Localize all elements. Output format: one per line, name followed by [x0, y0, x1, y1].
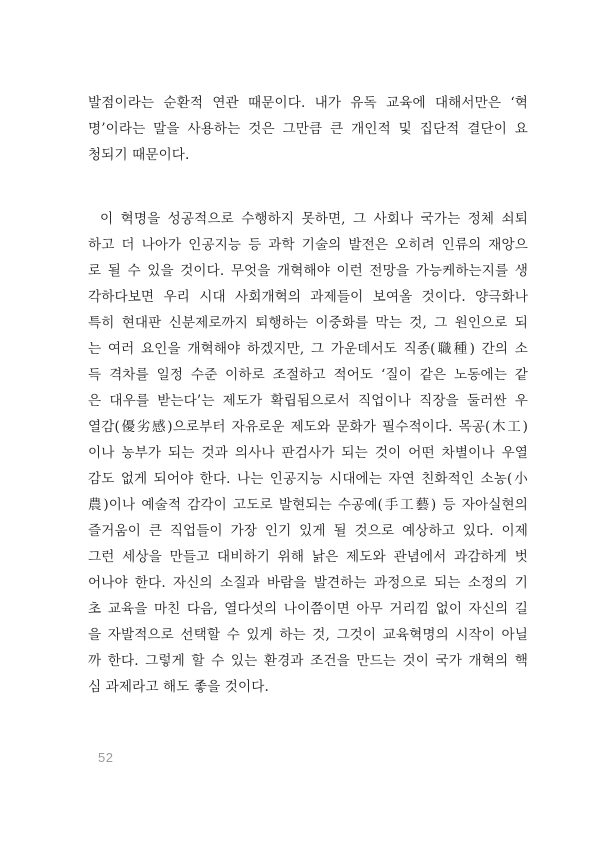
paragraph-1 [88, 90, 528, 168]
text-line: 이나 농부가 되는 것과 의사나 판검사가 되는 것이 어떤 차별이나 우열 [88, 445, 528, 461]
text-line: 심 과제라고 해도 좋을 것이다. [88, 679, 269, 695]
text-line: 을 자발적으로 선택할 수 있게 하는 것, 그것이 교육혁명의 시작이 아닐 [88, 627, 528, 643]
text-line: 발점이라는 순환적 연관 때문이다. 내가 유독 교육에 대해서만은 ‘혁 [88, 95, 528, 111]
text-line: 초 교육을 마친 다음, 열다섯의 나이쯤이면 아무 거리낌 없이 자신의 길 [88, 601, 528, 617]
text-line: 하고 더 나아가 인공지능 등 과학 기술의 발전은 오히려 인류의 재앙으 [88, 237, 528, 253]
text-line: 특히 현대판 신분제로까지 퇴행하는 이중화를 막는 것, 그 원인으로 되 [88, 315, 528, 331]
text-line: 로 될 수 있을 것이다. 무엇을 개혁해야 이런 전망을 가능케하는지를 생 [88, 263, 528, 279]
text-line: 명’이라는 말을 사용하는 것은 그만큼 큰 개인적 및 집단적 결단이 요 [88, 121, 528, 137]
text-line: 즐거움이 큰 직업들이 가장 인기 있게 될 것으로 예상하고 있다. 이제 [88, 523, 528, 539]
text-line: 감도 없게 되어야 한다. 나는 인공지능 시대에는 자연 친화적인 소농(小 [88, 471, 528, 487]
text-line: 農)이나 예술적 감각이 고도로 발현되는 수공예(手工藝) 등 자아실현의 [88, 497, 528, 513]
text-line: 각하다보면 우리 시대 사회개혁의 과제들이 보여올 것이다. 양극화나 [88, 289, 528, 305]
paragraph-2 [88, 206, 528, 700]
page-number: 52 [98, 750, 114, 765]
text-line: 까 한다. 그렇게 할 수 있는 환경과 조건을 만드는 것이 국가 개혁의 핵 [88, 653, 528, 669]
text-line: 열감(優劣感)으로부터 자유로운 제도와 문화가 필수적이다. 목공(木工) [88, 419, 528, 435]
text-line: 은 대우를 받는다’는 제도가 확립됨으로서 직업이나 직장을 둘러싼 우 [88, 393, 528, 409]
text-line: 는 여러 요인을 개혁해야 하겠지만, 그 가운데서도 직종(職種) 간의 소 [88, 341, 528, 357]
text-line: 청되기 때문이다. [88, 147, 190, 163]
text-line: 득 격차를 일정 수준 이하로 조절하고 적어도 ‘질이 같은 노동에는 같 [88, 367, 528, 383]
text-line: 이 혁명을 성공적으로 수행하지 못하면, 그 사회나 국가는 정체 쇠퇴 [100, 211, 528, 227]
text-line: 그런 세상을 만들고 대비하기 위해 낡은 제도와 관념에서 과감하게 벗 [88, 549, 528, 565]
text-line: 어나야 한다. 자신의 소질과 바람을 발견하는 과정으로 되는 소정의 기 [88, 575, 528, 591]
